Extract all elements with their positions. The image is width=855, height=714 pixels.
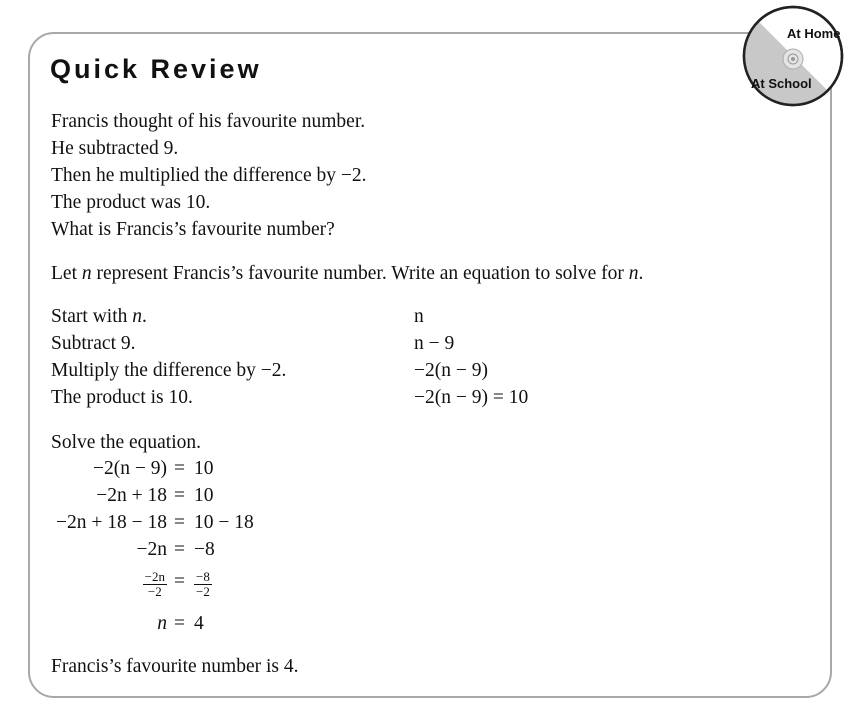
problem-line: The product was 10. <box>51 192 211 213</box>
step-expression: n <box>414 306 424 327</box>
at-home-at-school-badge <box>741 4 845 108</box>
solution-step: −2n + 18 = 10 <box>96 485 214 506</box>
step-expression: n − 9 <box>414 333 455 354</box>
solution-step: −2(n − 9) = 10 <box>93 458 214 479</box>
final-step: n = 4 <box>157 613 204 634</box>
answer-text: Francis’s favourite number is 4. <box>51 656 299 677</box>
step-text: Subtract 9. <box>51 333 136 354</box>
solution-step: −2n + 18 − 18 = 10 − 18 <box>56 512 254 533</box>
badge-top-label: At Home <box>787 26 841 41</box>
step-text: The product is 10. <box>51 387 193 408</box>
problem-line: Francis thought of his favourite number. <box>51 111 366 132</box>
fraction-step: $\frac{-2n}{-2}$ = $\frac{-8}{-2}$ <box>144 569 210 599</box>
step-text: Start with n. <box>51 306 147 327</box>
intro-text: Let n represent Francis’s favourite number. Write an equation to solve for n. <box>51 263 644 284</box>
step-expression: −2(n − 9) = 10 <box>414 387 529 408</box>
problem-line: Then he multiplied the difference by −2. <box>51 165 367 186</box>
step-expression: −2(n − 9) <box>414 360 488 381</box>
solution-step: −2n = −8 <box>136 539 215 560</box>
page-title: Quick Review <box>50 54 262 84</box>
step-text: Multiply the difference by −2. <box>51 360 287 381</box>
solve-label: Solve the equation. <box>51 432 202 453</box>
problem-line: He subtracted 9. <box>51 138 179 159</box>
problem-line: What is Francis’s favourite number? <box>51 219 335 240</box>
badge-bottom-label: At School <box>751 76 812 91</box>
